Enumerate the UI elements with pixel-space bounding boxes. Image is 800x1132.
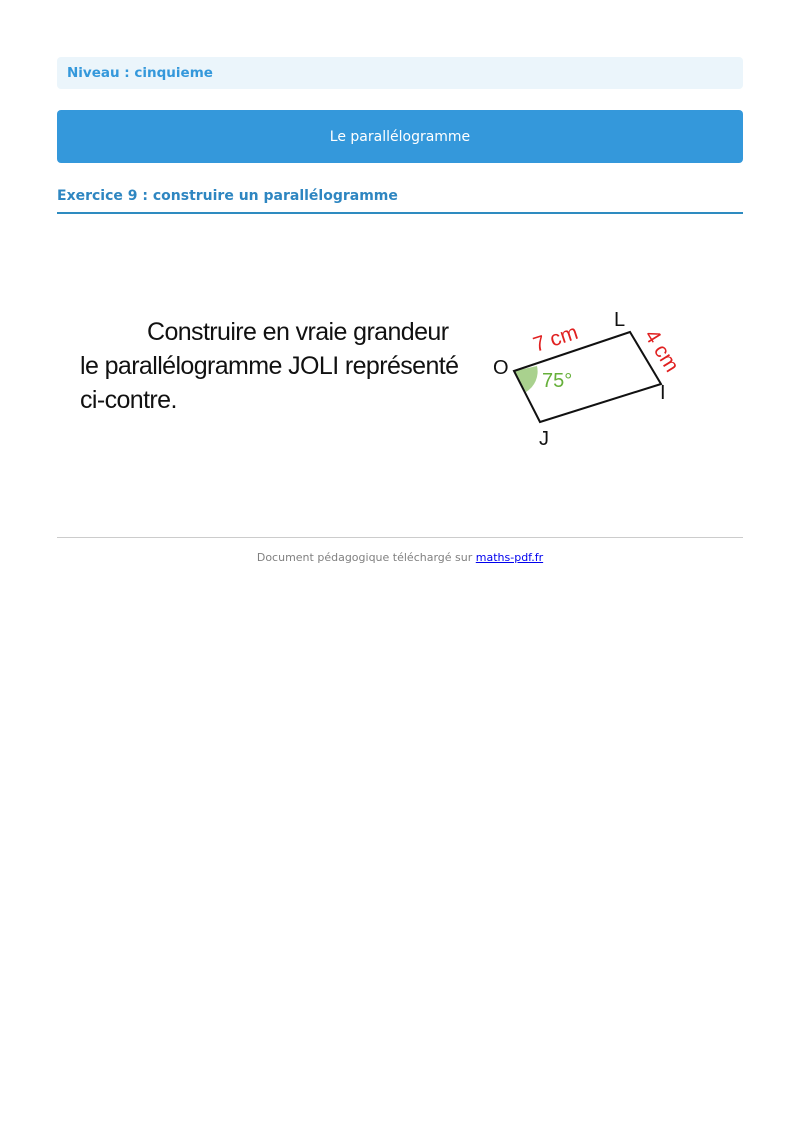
exercise-title: Exercice 9 : construire un parallélogramme — [57, 188, 398, 204]
side-li-length: 4 cm — [639, 325, 684, 377]
vertex-j-label: J — [539, 428, 549, 450]
page-title: Le parallélogramme — [329, 128, 471, 145]
level-bar — [57, 57, 743, 89]
vertex-l-label: L — [614, 309, 626, 331]
angle-label: 75° — [542, 370, 573, 392]
exercise-figure — [70, 295, 710, 460]
instruction-line-2: le parallélogramme JOLI représenté — [80, 352, 459, 380]
instruction-line-1: Construire en vraie grandeur — [147, 318, 449, 346]
footer-link[interactable]: maths-pdf.fr — [475, 551, 544, 564]
side-ol-length: 7 cm — [530, 320, 581, 357]
footer — [0, 551, 800, 564]
exercise-heading — [57, 185, 743, 214]
footer-text: Document pédagogique téléchargé sur — [256, 551, 473, 564]
instruction-line-3: ci-contre. — [80, 386, 177, 414]
footer-divider — [57, 537, 743, 538]
vertex-o-label: O — [493, 357, 509, 379]
title-banner — [57, 110, 743, 163]
vertex-i-label: I — [660, 382, 666, 404]
parallelogram-diagram — [70, 295, 710, 460]
level-label: Niveau : cinquieme — [67, 65, 213, 81]
